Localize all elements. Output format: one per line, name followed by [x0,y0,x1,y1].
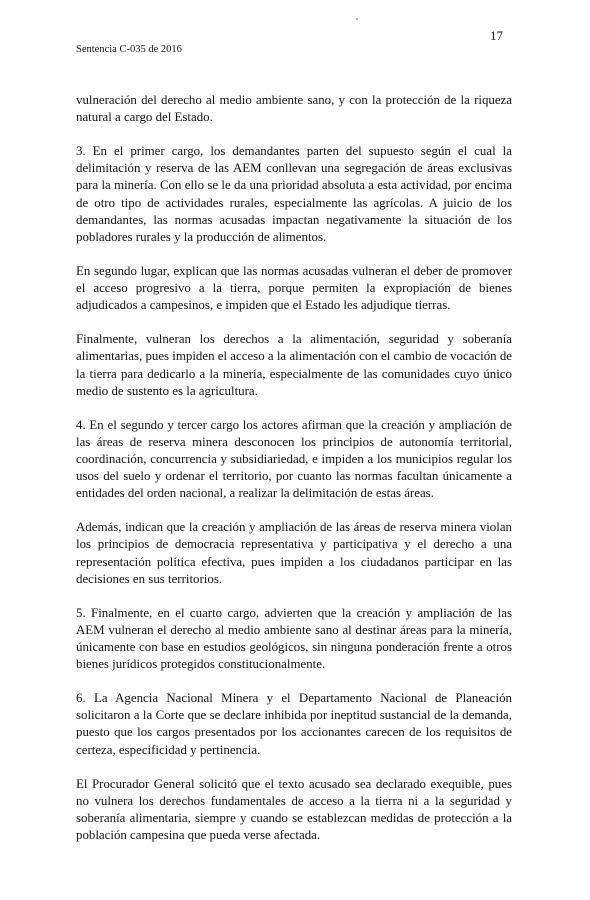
paragraph: 6. La Agencia Nacional Minera y el Departamento Nacional de Planeación solicitaron a la Corte que se declare inhibida por ineptitud sustancial de la demanda, puesto que los cargos presentados por los accionantes carecen de los requisitos de certeza, especificidad y pertinencia. [76,691,512,757]
paragraph: Además, indican que la creación y ampliación de las áreas de reserva minera violan los principios de democracia representativa y participativa y el derecho a una representación política efectiva, pues impiden a los ciudadanos participar en las decisiones en sus territorios. [76,520,512,586]
scan-speck [356,18,358,20]
paragraph: En segundo lugar, explican que las normas acusadas vulneran el deber de promover el acceso progresivo a la tierra, porque permiten la expropiación de bienes adjudicados a campesinos, e impiden que el Estado les adjudique tierras. [76,263,512,313]
paragraph: vulneración del derecho al medio ambiente sano, y con la protección de la riqueza natural a cargo del Estado. [76,93,512,125]
paragraph: Finalmente, vulneran los derechos a la alimentación, seguridad y soberanía alimentarias, pues impiden el acceso a la alimentación con el cambio de vocación de la tierra para dedicarlo a la minería, especialmente de las comunidades cuyo único medio de sustento es la agricultura. [76,332,512,398]
body-text [76,92,512,861]
paragraph: El Procurador General solicitó que el texto acusado sea declarado exequible, pues no vulnera los derechos fundamentales de acceso a la tierra ni a la seguridad y soberanía alimentaria, siempre y cuando se establezcan medidas de protección a la población campesina que pueda verse afectada. [76,776,512,843]
running-header: Sentencia C-035 de 2016 [76,44,182,55]
paragraph: 3. En el primer cargo, los demandantes parten del supuesto según el cual la delimitación y reserva de las AEM conllevan una segregación de áreas exclusivas para la minería. Con ello se le da una prioridad absoluta a esta actividad, por encima de otro tipo de actividades rurales, especialmente las agrícolas. A juicio de los demandantes, las normas acusadas impactan negativamente la situación de los pobladores rurales y la producción de alimentos. [76,144,512,244]
page-number: 17 [490,28,503,43]
paragraph: 5. Finalmente, en el cuarto cargo, advierten que la creación y ampliación de las AEM vulneran el derecho al medio ambiente sano al destinar áreas para la minería, únicamente con base en estudios geológicos, sin ninguna ponderación frente a otros bienes jurídicos protegidos constitucionalmente. [76,605,512,672]
paragraph: 4. En el segundo y tercer cargo los actores afirman que la creación y ampliación de las áreas de reserva minera desconocen los principios de autonomía territorial, coordinación, concurrencia y subsidiariedad, e impiden a los municipios regular los usos del suelo y ordenar el territorio, por cuanto las normas facultan únicamente a entidades del orden nacional, a realizar la delimitación de estas áreas. [76,417,512,501]
